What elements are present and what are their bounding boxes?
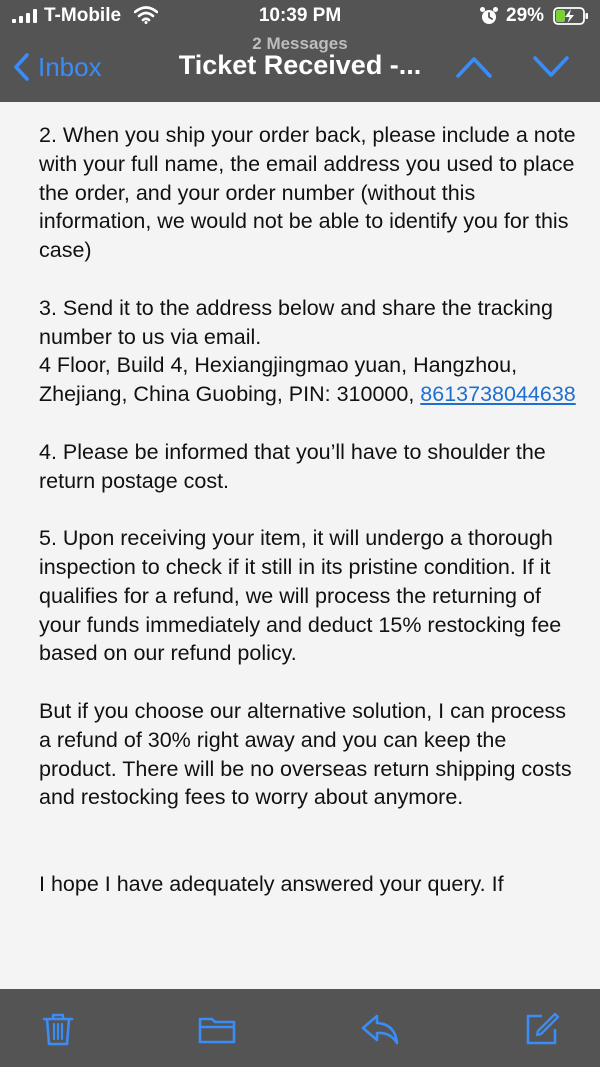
- email-paragraph-item3: [39, 294, 579, 409]
- trash-icon[interactable]: [40, 1011, 76, 1047]
- status-bar: [0, 0, 600, 32]
- email-paragraph-alternative: But if you choose our alternative solution, I can process a refund of 30% right away and you can keep the product. There will be no overseas return shipping costs and restocking fees to worry about anymore.: [39, 698, 572, 810]
- nav-bar: [0, 32, 600, 102]
- compose-icon[interactable]: [524, 1011, 560, 1047]
- top-bar: [0, 0, 600, 102]
- carrier-name: T-Mobile: [44, 5, 122, 26]
- email-paragraph-item5: 5. Upon receiving your item, it will undergo a thorough inspection to check if it still in its pristine condition. If it qualifies for a refund, we will process the returning of your funds immediately and deduct 15% restocking fee based on our refund policy.: [39, 526, 562, 666]
- battery-charging-icon: [553, 7, 589, 25]
- bottom-toolbar: [0, 989, 600, 1067]
- chevron-down-icon[interactable]: [531, 54, 571, 80]
- battery-percent: 29%: [506, 5, 545, 26]
- message-count: 2 Messages: [252, 34, 348, 53]
- email-paragraph-item4: 4. Please be informed that you’ll have to shoulder the return postage cost.: [39, 439, 546, 493]
- return-address: 4 Floor, Build 4, Hexiangjingmao yuan, Hangzhou, Zhejiang, China Guobing, PIN: 310000,: [39, 353, 518, 407]
- email-paragraph-closing: I hope I have adequately answered your query. If: [39, 871, 504, 896]
- phone-link[interactable]: 8613738044638: [420, 382, 576, 407]
- email-paragraph-item2: 2. When you ship your order back, please include a note with your full name, the email address you used to place the order, and your order number (without this information, we would not be able to identify you for this case): [39, 123, 576, 263]
- email-body: [39, 121, 579, 899]
- reply-icon[interactable]: [360, 1011, 400, 1047]
- status-time: 10:39 PM: [258, 5, 342, 26]
- alarm-icon: [479, 6, 499, 26]
- item3-text: 3. Send it to the address below and share the tracking number to us via email.: [39, 295, 553, 349]
- chevron-up-icon[interactable]: [454, 54, 494, 80]
- back-label: Inbox: [38, 51, 102, 82]
- page-title: Ticket Received -...: [178, 50, 422, 80]
- folder-icon[interactable]: [197, 1011, 237, 1047]
